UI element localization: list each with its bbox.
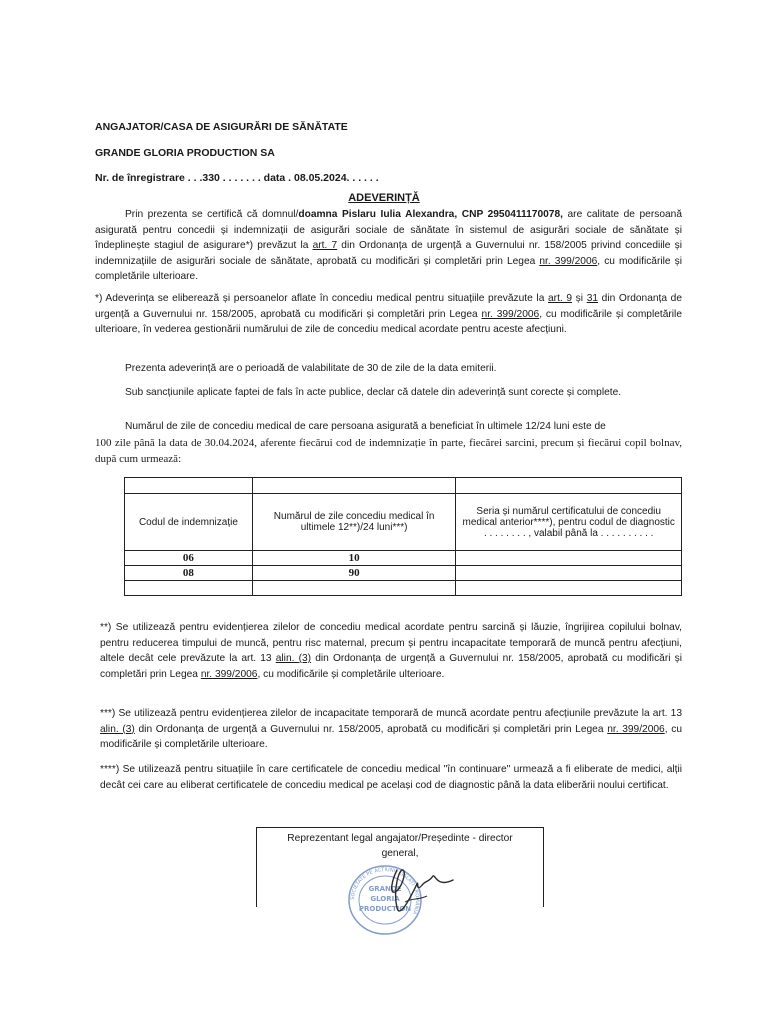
footnote-2: **) Se utilizează pentru evidențierea zilelor de concediu medical acordate pentru sarcină și lăuzie, îngrijirea copilului bolnav, pentru reducerea timpului de muncă, pentru risc maternal, precum și pentru incapacitate temporară de muncă pentru afecțiuni, altele decât cele prevăzute la art. 13 alin. (3) din Ordonanța de urgență a Guvernului nr. 158/2005, aprobată cu modificări și completări prin Legea nr. 399/2006, cu modificările și completările ulterioare. bbox=[100, 622, 682, 680]
footnote-3: ***) Se utilizează pentru evidențierea zilelor de incapacitate temporară de muncă acordate pentru afecțiunile prevăzute la art. 13 alin. (3) din Ordonanța de urgență a Guvernului nr. 158/2005, aprobată cu modificări și completări prin Legea nr. 399/2006, cu modificările și completările ulterioare. bbox=[100, 708, 682, 750]
table-header-row bbox=[125, 494, 682, 551]
days-intro-line: Numărul de zile de concediu medical de care persoana asigurată a beneficiat în ultimele 12/24 luni este de bbox=[125, 421, 606, 432]
validity-paragraph: Prezenta adeverință are o perioadă de valabilitate de 30 de zile de la data emiterii. bbox=[125, 363, 497, 374]
registration-number: Nr. de înregistrare . . .330 . . . . . . . data . 08.05.2024. . . . . . bbox=[95, 172, 379, 184]
table-row bbox=[125, 551, 682, 566]
cell-code: 06 bbox=[125, 551, 253, 566]
employer-heading: ANGAJATOR/CASA DE ASIGURĂRI DE SĂNĂTATE bbox=[95, 121, 348, 133]
days-paragraph: 100 zile până la data de 30.04.2024, aferente fiecărui cod de indemnizație în parte, fiecărei sarcini, precum și fiecărui copil bolnav, după cum urmează: bbox=[95, 437, 682, 465]
lege-link[interactable]: nr. 399/2006 bbox=[481, 308, 540, 320]
cell-certificate bbox=[456, 551, 682, 566]
signature-title: Reprezentant legal angajator/Președinte - director bbox=[287, 833, 513, 844]
art-7-link[interactable]: art. 7 bbox=[312, 240, 338, 251]
note-paragraph: *) Adeverința se eliberează și persoanelor aflate în concediu medical pentru situațiile prevăzute la art. 9 și 31 din Ordonanța de urgență a Guvernului nr. 158/2005, aprobată cu modificări și completări prin Legea nr. 399/2006, cu modificările și completările ulterioare, în vederea gestionării numărului de zile de concediu medical acordate pentru aceste afecțiuni. bbox=[95, 293, 683, 335]
alin-3-link[interactable]: alin. (3) bbox=[100, 723, 135, 735]
declaration-paragraph: Sub sancțiunile aplicate faptei de fals în acte publice, declar că datele din adeverință sunt corecte și complete. bbox=[125, 387, 622, 398]
signature-title-cont: general, bbox=[381, 848, 419, 859]
table-row bbox=[125, 478, 682, 494]
column-header-certificate: Seria și numărul certificatului de concediu medical anterior****), pentru codul de diagnostic . . . . . . . . , valabil până la . . . . . . . . . . bbox=[456, 494, 682, 551]
table-row bbox=[125, 566, 682, 581]
cell-days: 10 bbox=[252, 551, 456, 566]
lege-link[interactable]: nr. 399/2006 bbox=[200, 668, 258, 680]
art-9-link[interactable]: art. 9 bbox=[548, 293, 573, 304]
stamp-text-mid: GLORIA bbox=[370, 895, 400, 903]
stamp-text-top: GRANDE bbox=[368, 885, 402, 893]
art-31-link[interactable]: 31 bbox=[586, 293, 599, 304]
column-header-days: Numărul de zile concediu medical în ultimele 12**)/24 luni***) bbox=[252, 494, 456, 551]
insured-person: doamna Pislaru Iulia Alexandra, CNP 2950411170078, bbox=[298, 209, 563, 220]
company-stamp bbox=[345, 862, 470, 937]
footnote-4: ****) Se utilizează pentru situațiile în care certificatele de concediu medical "în continuare" urmează a fi eliberate de medici, alții decât cei care au eliberat certificatele de concediu medical pe același cod de diagnostic până la data eliberării noului certificat. bbox=[100, 764, 682, 791]
document-title: ADEVERINȚĂ bbox=[348, 192, 420, 204]
alin-3-link[interactable]: alin. (3) bbox=[275, 653, 312, 664]
cell-certificate bbox=[456, 566, 682, 581]
lege-link[interactable]: nr. 399/2006 bbox=[539, 255, 598, 267]
company-name: GRANDE GLORIA PRODUCTION SA bbox=[95, 147, 275, 159]
cell-code: 08 bbox=[125, 566, 253, 581]
certification-paragraph: Prin prezenta se certifică că domnul/doamna Pislaru Iulia Alexandra, CNP 2950411170078, are calitate de persoană asigurată pentru concedii și indemnizații de asigurări sociale de sănătate în sistemul de asigurări sociale de sănătate și îndeplinește stagiul de asigurare*) prevăzut la art. 7 din Ordonanța de urgență a Guvernului nr. 158/2005 privind concediile și indemnizațiile de asigurări sociale de sănătate, aprobată cu modificări și completări prin Legea nr. 399/2006, cu modificările și completările ulterioare. bbox=[95, 209, 682, 282]
table-row bbox=[125, 581, 682, 596]
column-header-code: Codul de indemnizație bbox=[125, 494, 253, 551]
stamp-text-bot: PRODUCTION bbox=[358, 905, 412, 913]
sick-leave-table bbox=[124, 477, 682, 596]
lege-link[interactable]: nr. 399/2006 bbox=[607, 723, 665, 735]
stamp-ring-text: SOCIETATE PE ACȚIUNI · GALAȚI · ROMÂNIA bbox=[349, 866, 421, 916]
cell-days: 90 bbox=[252, 566, 456, 581]
